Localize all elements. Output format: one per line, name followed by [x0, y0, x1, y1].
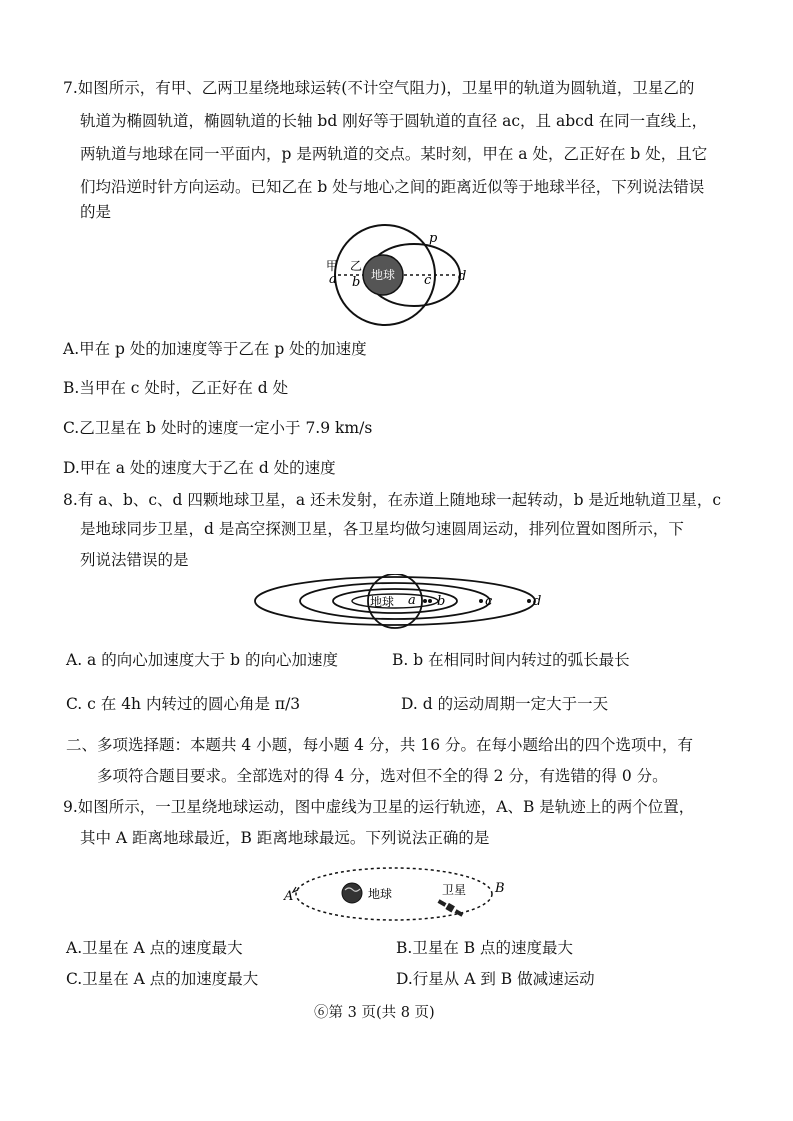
q8-option-d: D. d 的运动周期一定大于一天: [401, 695, 609, 713]
q8-label-d: d: [533, 594, 542, 609]
q8-option-c: C. c 在 4h 内转过的圆心角是 π/3: [66, 695, 301, 713]
q7-option-b: B.当甲在 c 处时，乙正好在 d 处: [63, 379, 289, 397]
q9-orbit-figure: [282, 860, 522, 930]
q7-stem-line-4: 们均沿逆时针方向运动。已知乙在 b 处与地心之间的距离近似等于地球半径，下列说法错误: [80, 178, 705, 196]
page-footer: ⑥第 3 页(共 8 页): [314, 1005, 435, 1021]
q9-stem-line-1: 9.如图所示，一卫星绕地球运动，图中虚线为卫星的运行轨迹，A、B 是轨迹上的两个位置，: [63, 798, 695, 816]
q9-satellite-icon: [438, 899, 464, 916]
q7-orbit-figure: [320, 220, 470, 330]
q9-option-c: C.卫星在 A 点的加速度最大: [66, 970, 259, 988]
q8-satellite-b-dot: [428, 599, 432, 603]
q9-stem-line-2: 其中 A 距离地球最近，B 距离地球最远。下列说法正确的是: [80, 829, 490, 847]
q8-earth-label: 地球: [370, 595, 395, 609]
q8-stem-line-1: 8.有 a、b、c、d 四颗地球卫星，a 还未发射，在赤道上随地球一起转动，b 是近地轨道卫星，c: [63, 491, 722, 509]
section2-heading-line-2: 多项符合题目要求。全部选对的得 4 分，选对但不全的得 2 分，有选错的得 0 分。: [97, 767, 668, 785]
q9-satellite-label: 卫星: [442, 883, 467, 897]
q9-direction-arrow-icon: [293, 887, 298, 892]
q8-satellite-d-dot: [527, 599, 531, 603]
q7-stem-line-3: 两轨道与地球在同一平面内，p 是两轨道的交点。某时刻，甲在 a 处，乙正好在 b 处，且它: [80, 145, 708, 163]
q7-option-c: C.乙卫星在 b 处时的速度一定小于 7.9 km/s: [63, 419, 373, 437]
q7-option-d: D.甲在 a 处的速度大于乙在 d 处的速度: [63, 459, 336, 477]
q7-label-b: b: [352, 275, 361, 290]
q7-option-a: A.甲在 p 处的加速度等于乙在 p 处的加速度: [63, 340, 367, 358]
q9-earth-label: 地球: [368, 887, 393, 901]
q7-label-d: d: [458, 269, 467, 284]
q8-satellite-c-dot: [479, 599, 483, 603]
q7-label-p: p: [429, 231, 438, 246]
q7-stem-line-1: 7.如图所示，有甲、乙两卫星绕地球运转(不计空气阻力)，卫星甲的轨道为圆轨道，卫星乙的: [63, 79, 695, 97]
q7-label-a: a: [329, 272, 337, 287]
q8-orbit-d: [255, 577, 535, 625]
q7-stem-line-2: 轨道为椭圆轨道，椭圆轨道的长轴 bd 刚好等于圆轨道的直径 ac，且 abcd 在同一直线上，: [80, 112, 708, 130]
q9-option-b: B.卫星在 B 点的速度最大: [396, 939, 574, 957]
q9-label-A: A: [284, 889, 294, 904]
section2-heading-line-1: 二、多项选择题：本题共 4 小题，每小题 4 分，共 16 分。在每小题给出的四个选项中，有: [66, 736, 694, 754]
q8-stem-line-3: 列说法错误的是: [80, 551, 189, 569]
q7-label-jia: 甲: [326, 259, 339, 273]
q8-stem-line-2: 是地球同步卫星，d 是高空探测卫星，各卫星均做匀速圆周运动，排列位置如图所示，下: [80, 520, 684, 538]
q8-option-b: B. b 在相同时间内转过的弧长最长: [392, 651, 630, 669]
q7-earth-label: 地球: [370, 268, 396, 282]
q7-label-yi: 乙: [350, 259, 363, 273]
q8-label-b: b: [437, 594, 446, 609]
q7-stem-line-5: 的是: [80, 203, 112, 221]
q9-option-a: A.卫星在 A 点的速度最大: [66, 939, 243, 957]
q8-satellite-a-dot: [423, 599, 427, 603]
q8-label-a: a: [408, 593, 416, 608]
q8-option-a: A. a 的向心加速度大于 b 的向心加速度: [66, 651, 338, 669]
q7-label-c: c: [424, 273, 432, 288]
q9-option-d: D.行星从 A 到 B 做减速运动: [396, 970, 595, 988]
q8-label-c: c: [485, 594, 493, 609]
q9-earth-icon: [342, 883, 362, 903]
q9-label-B: B: [495, 881, 505, 896]
q8-orbit-figure: [252, 574, 552, 630]
